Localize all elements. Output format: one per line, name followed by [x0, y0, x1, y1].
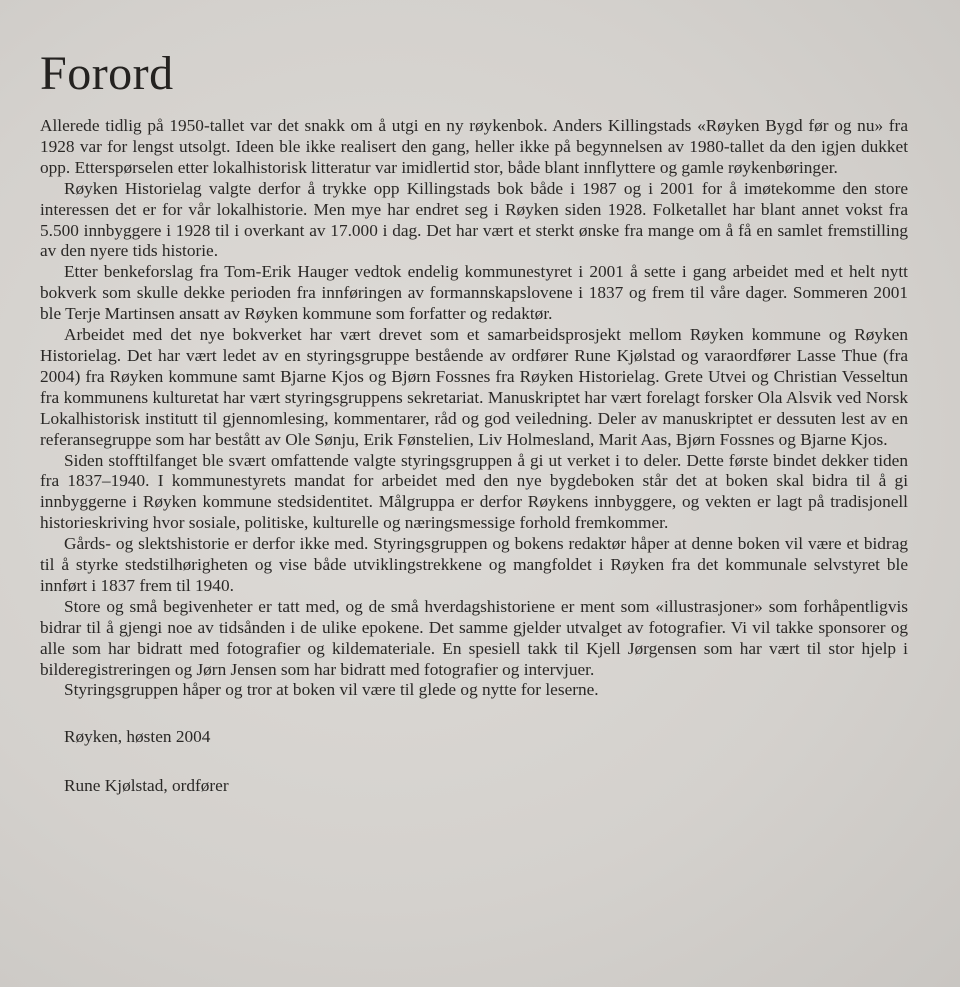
paragraph-3: Etter benkeforslag fra Tom-Erik Hauger vedtok endelig kommunestyret i 2001 å sette i gang arbeidet med et helt nytt bokverk som skulle dekke perioden fra innføringen av formannskapslovene i 1837 og frem til våre dager. Sommeren 2001 ble Terje Martinsen ansatt av Røyken kommune som forfatter og redaktør. [40, 262, 908, 324]
paragraph-8: Styringsgruppen håper og tror at boken vil være til glede og nytte for leserne. [64, 680, 599, 700]
signature: Rune Kjølstad, ordfører [64, 776, 229, 796]
closing-block [40, 727, 908, 797]
paragraph-7: Store og små begivenheter er tatt med, og de små hverdagshistoriene er ment som «illustrasjoner» som forhåpentligvis bidrar til å gjengi noe av tidsånden i de ulike epokene. Det samme gjelder utvalget av fotografier. Vi vil takke sponsorer og alle som har bidratt med fotografier og kildemateriale. En spesiell takk til Kjell Jørgensen som har vært til stor hjelp i bilderegistreringen og Jørn Jensen som har bidratt med fotografier og intervjuer. [40, 596, 908, 679]
page-title: Forord [40, 47, 174, 100]
place-date: Røyken, høsten 2004 [64, 727, 211, 747]
preface-body [40, 116, 908, 701]
paragraph-1: Allerede tidlig på 1950-tallet var det snakk om å utgi en ny røykenbok. Anders Killingstads «Røyken Bygd før og nu» fra 1928 var for lengst utsolgt. Ideen ble ikke realisert den gang, heller ikke på begynnelsen av 1980-tallet da den igjen dukket opp. Etterspørselen etter lokalhistorisk litteratur var imidlertid stor, både blant innflyttere og gamle røykenbøringer. [40, 116, 908, 177]
paragraph-4: Arbeidet med det nye bokverket har vært drevet som et samarbeidsprosjekt mellom Røyken kommune og Røyken Historielag. Det har vært ledet av en styringsgruppe bestående av ordfører Rune Kjølstad og varaordfører Lasse Thue (fra 2004) fra Røyken kommune samt Bjarne Kjos og Bjørn Fossnes fra Røyken Historielag. Grete Utvei og Christian Vesseltun fra kommunens kulturetat har vært styringsgruppens sekretariat. Manuskriptet har vært forelagt forsker Ola Alsvik ved Norsk Lokalhistorisk institutt til gjennomlesing, kommentarer, råd og god veiledning. Deler av manuskriptet er dessuten lest av en referansegruppe som har bestått av Ole Sønju, Erik Fønstelien, Liv Holmesland, Marit Aas, Bjørn Fossnes og Bjarne Kjos. [40, 325, 908, 449]
paragraph-2: Røyken Historielag valgte derfor å trykke opp Killingstads bok både i 1987 og i 2001 for å imøtekomme den store interessen det er for vår lokalhistorie. Men mye har endret seg i Røyken siden 1928. Folketallet har blant annet vokst fra 5.500 innbyggere i 1928 til i overkant av 17.000 i dag. Det har vært et sterkt ønske fra mange om å få en samlet fremstilling av den nyere tids historie. [40, 178, 908, 261]
paragraph-6: Gårds- og slektshistorie er derfor ikke med. Styringsgruppen og bokens redaktør håper at denne boken vil være et bidrag til å styrke stedstilhørigheten og vise både utviklingstrekkene og mangfoldet i Røyken fra det kommunale selvstyret ble innført i 1837 frem til 1940. [40, 534, 908, 595]
paragraph-5: Siden stofftilfanget ble svært omfattende valgte styringsgruppen å gi ut verket i to deler. Dette første bindet dekker tiden fra 1837–1940. I kommunestyrets mandat for arbeidet med den nye bygdeboken står det at boken skal bidra til å gi innbyggerne i Røyken kommune stedsidentitet. Målgruppa er derfor Røykens innbyggere, og vekten er lagt på tradisjonell historieskriving hvor sosiale, politiske, kulturelle og næringsmessige forhold fremkommer. [40, 450, 908, 533]
